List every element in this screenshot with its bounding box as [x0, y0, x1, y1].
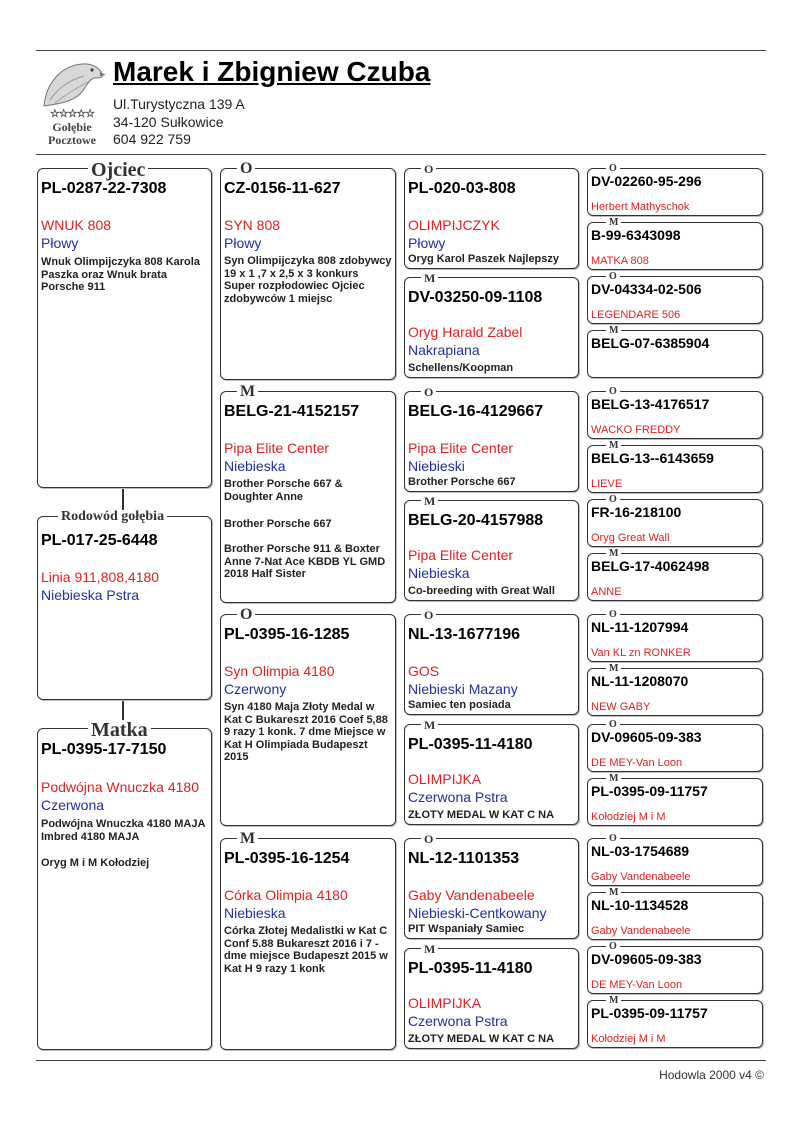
- ancestor-card[interactable]: [587, 217, 763, 270]
- top-rule: [36, 50, 766, 51]
- grandparent-card[interactable]: [220, 383, 396, 603]
- ancestor-name: Gaby Vandenabeele: [591, 871, 691, 883]
- sex-tag: O: [606, 942, 620, 952]
- sex-tag: M: [421, 272, 438, 284]
- sex-tag: O: [237, 607, 255, 623]
- grandparent-card[interactable]: [220, 160, 396, 380]
- ancestor-ring: NL-10-1134528: [591, 897, 689, 913]
- pigeon-logo: [36, 58, 108, 146]
- header-rule: [36, 154, 766, 155]
- ancestor-ring: DV-09605-09-383: [591, 729, 702, 745]
- great-grandparent-desc: Oryg Karol Paszek Najlepszy: [408, 253, 560, 265]
- grandparent-card[interactable]: [220, 606, 396, 826]
- sex-tag: O: [421, 386, 436, 398]
- ancestor-name: Gaby Vandenabeele: [591, 925, 691, 937]
- sex-tag: O: [606, 720, 620, 730]
- ancestor-name: ANNE: [591, 586, 622, 598]
- sex-tag: M: [421, 943, 438, 955]
- great-grandparent-desc: ZŁOTY MEDAL W KAT C NA: [408, 809, 555, 821]
- sex-tag: O: [606, 164, 620, 174]
- sex-tag: M: [237, 384, 258, 400]
- grandparent-ring: PL-0395-16-1254: [224, 850, 350, 867]
- great-grandparent-card[interactable]: [404, 718, 579, 825]
- ancestor-card[interactable]: [587, 271, 763, 324]
- sex-tag: O: [421, 833, 436, 845]
- great-grandparent-desc: Samiec ten posiada: [408, 699, 511, 711]
- ancestor-name: Herbert Mathyschok: [591, 201, 690, 213]
- sex-tag: O: [606, 387, 620, 397]
- great-grandparent-color: Czerwona Pstra: [408, 1013, 508, 1029]
- grandparent-desc: Syn Olimpijczyka 808 zdobywcy 19 x 1 ,7 x 2,5 x 3 konkurs Super rozpłodowiec Ojciec zdobywców 1 miejsc: [224, 255, 392, 305]
- address-line-2: 34-120 Sułkowice: [113, 114, 224, 130]
- mother-card[interactable]: [37, 719, 212, 1050]
- great-grandparent-color: Niebieski-Centkowany: [408, 905, 547, 921]
- father-color: Płowy: [41, 235, 79, 251]
- grandparent-desc-3: Brother Porsche 911 & Boxter Anne 7-Nat Ace KBDB YL GMD 2018 Half Sister: [224, 543, 386, 580]
- sex-tag: M: [606, 888, 621, 898]
- grandparent-desc-2: Brother Porsche 667: [224, 518, 332, 530]
- great-grandparent-ring: NL-12-1101353: [408, 850, 520, 867]
- great-grandparent-card[interactable]: [404, 942, 579, 1049]
- ancestor-ring: DV-04334-02-506: [591, 281, 702, 297]
- great-grandparent-ring: BELG-20-4157988: [408, 512, 544, 529]
- ancestor-name: Van KL zn RONKER: [591, 647, 691, 659]
- subject-color: Niebieska Pstra: [41, 587, 140, 603]
- great-grandparent-name: Gaby Vandenabeele: [408, 887, 535, 903]
- great-grandparent-color: Czerwona Pstra: [408, 789, 508, 805]
- grandparent-ring: PL-0395-16-1285: [224, 626, 350, 643]
- subject-name: Linia 911,808,4180: [41, 569, 160, 585]
- sex-tag: M: [421, 495, 438, 507]
- great-grandparent-card[interactable]: [404, 494, 579, 601]
- ancestor-card[interactable]: [587, 833, 763, 886]
- logo-text-1: Gołębie: [52, 120, 92, 134]
- ancestor-ring: BELG-17-4062498: [591, 558, 710, 574]
- great-grandparent-color: Niebieska: [408, 565, 470, 581]
- father-desc: Wnuk Olimpijczyka 808 Karola Paszka oraz Wnuk brata Porsche 911: [41, 256, 200, 293]
- ancestor-ring: PL-0395-09-11757: [591, 1005, 708, 1021]
- ancestor-card[interactable]: [587, 773, 763, 826]
- great-grandparent-name: Pipa Elite Center: [408, 547, 514, 563]
- grandparent-color: Niebieska: [224, 458, 286, 474]
- great-grandparent-desc: Brother Porsche 667: [408, 476, 516, 488]
- mother-name: Podwójna Wnuczka 4180: [41, 779, 199, 795]
- grandparent-color: Niebieska: [224, 905, 286, 921]
- ancestor-name: Kołodziej M i M: [591, 811, 666, 823]
- great-grandparent-color: Niebieski Mazany: [408, 681, 518, 697]
- pigeon-icon: [36, 58, 108, 110]
- ancestor-name: Oryg Great Wall: [591, 532, 670, 544]
- sex-tag: M: [606, 441, 621, 451]
- grandparent-desc: Syn 4180 Maja Złoty Medal w Kat C Bukareszt 2016 Coef 5,88 9 razy 1 konk. 7 dme Miejsce w Kat H Olimpiada Budapeszt 2015: [224, 701, 388, 763]
- sex-tag: O: [421, 609, 436, 621]
- sex-tag: M: [606, 326, 621, 336]
- ancestor-card[interactable]: [587, 887, 763, 940]
- great-grandparent-desc: Schellens/Koopman: [408, 362, 514, 374]
- sex-tag: O: [237, 161, 255, 177]
- great-grandparent-name: OLIMPIJKA: [408, 995, 482, 1011]
- sex-tag: O: [606, 495, 620, 505]
- great-grandparent-card[interactable]: [404, 162, 579, 269]
- subject-tag: Rodowód gołębia: [58, 510, 167, 524]
- sex-tag: M: [606, 549, 621, 559]
- great-grandparent-desc: ZŁOTY MEDAL W KAT C NA: [408, 1033, 555, 1045]
- mother-tag: Matka: [88, 720, 151, 740]
- great-grandparent-ring: DV-03250-09-1108: [408, 289, 543, 306]
- mother-desc-2: Oryg M i M Kołodziej: [41, 857, 150, 869]
- grandparent-desc: Brother Porsche 667 & Doughter Anne: [224, 478, 343, 503]
- father-ring: PL-0287-22-7308: [41, 180, 167, 197]
- ancestor-ring: NL-03-1754689: [591, 843, 690, 859]
- grandparent-card[interactable]: [220, 830, 396, 1050]
- ancestor-name: DE MEY-Van Loon: [591, 757, 683, 769]
- great-grandparent-ring: BELG-16-4129667: [408, 403, 544, 420]
- great-grandparent-name: GOS: [408, 663, 440, 679]
- address-line-1: Ul.Turystyczna 139 A: [113, 96, 245, 112]
- ancestor-ring: DV-09605-09-383: [591, 951, 702, 967]
- great-grandparent-color: Nakrapiana: [408, 342, 480, 358]
- grandparent-ring: BELG-21-4152157: [224, 403, 360, 420]
- great-grandparent-name: OLIMPIJCZYK: [408, 217, 500, 233]
- ancestor-name: LIEVE: [591, 478, 623, 490]
- grandparent-name: Syn Olimpia 4180: [224, 663, 335, 679]
- ancestor-ring: BELG-13-4176517: [591, 396, 710, 412]
- ancestor-card[interactable]: [587, 386, 763, 439]
- ancestor-ring: FR-16-218100: [591, 504, 682, 520]
- subject-card[interactable]: [37, 509, 212, 700]
- ancestor-card[interactable]: [587, 325, 763, 378]
- grandparent-desc: Córka Złotej Medalistki w Kat C Conf 5.88 Bukareszt 2016 i 7 -dme miejsce Budapeszt 2015 w Kat H 9 razy 1 konk: [224, 925, 388, 975]
- great-grandparent-card[interactable]: [404, 271, 579, 378]
- ancestor-name: WACKO FREDDY: [591, 424, 681, 436]
- subject-ring: PL-017-25-6448: [41, 532, 158, 549]
- ancestor-card[interactable]: [587, 494, 763, 547]
- great-grandparent-ring: NL-13-1677196: [408, 626, 521, 643]
- ancestor-name: MATKA 808: [591, 255, 649, 267]
- father-card[interactable]: [37, 159, 212, 488]
- ancestor-ring: PL-0395-09-11757: [591, 783, 708, 799]
- grandparent-color: Płowy: [224, 235, 262, 251]
- ancestor-name: NEW GABY: [591, 701, 651, 713]
- mother-desc: Podwójna Wnuczka 4180 MAJA Imbred 4180 MAJA: [41, 818, 206, 843]
- sex-tag: M: [421, 719, 438, 731]
- sex-tag: M: [606, 996, 621, 1006]
- mother-color: Czerwona: [41, 797, 105, 813]
- ancestor-card[interactable]: [587, 163, 763, 216]
- sex-tag: O: [606, 610, 620, 620]
- great-grandparent-name: Oryg Harald Zabel: [408, 324, 523, 340]
- sex-tag: O: [421, 163, 436, 175]
- great-grandparent-card[interactable]: [404, 385, 579, 492]
- great-grandparent-name: Pipa Elite Center: [408, 440, 514, 456]
- sex-tag: O: [606, 272, 620, 282]
- great-grandparent-ring: PL-020-03-808: [408, 180, 516, 197]
- logo-stars: ☆☆☆☆☆: [49, 108, 95, 120]
- logo-text-2: Pocztowe: [48, 133, 96, 147]
- ancestor-ring: BELG-07-6385904: [591, 335, 710, 351]
- ancestor-ring: DV-02260-95-296: [591, 173, 702, 189]
- great-grandparent-color: Płowy: [408, 235, 446, 251]
- sex-tag: O: [606, 834, 620, 844]
- ancestor-ring: B-99-6343098: [591, 227, 681, 243]
- father-tag: Ojciec: [88, 160, 148, 180]
- great-grandparent-desc: PIT Wspaniały Samiec: [408, 923, 525, 935]
- ancestor-name: DE MEY-Van Loon: [591, 979, 683, 991]
- great-grandparent-desc: Co-breeding with Great Wall: [408, 585, 555, 597]
- sex-tag: M: [606, 218, 621, 228]
- ancestor-card[interactable]: [587, 663, 763, 716]
- sex-tag: M: [606, 664, 621, 674]
- grandparent-name: SYN 808: [224, 217, 281, 233]
- breeder-name: Marek i Zbigniew Czuba: [113, 56, 431, 87]
- mother-ring: PL-0395-17-7150: [41, 741, 167, 758]
- father-name: WNUK 808: [41, 217, 112, 233]
- great-grandparent-color: Niebieski: [408, 458, 465, 474]
- great-grandparent-ring: PL-0395-11-4180: [408, 736, 533, 753]
- ancestor-card[interactable]: [587, 609, 763, 662]
- bottom-rule: [36, 1060, 766, 1061]
- ancestor-card[interactable]: [587, 440, 763, 493]
- ancestor-card[interactable]: [587, 719, 763, 772]
- great-grandparent-name: OLIMPIJKA: [408, 771, 482, 787]
- ancestor-card[interactable]: [587, 941, 763, 994]
- grandparent-name: Córka Olimpia 4180: [224, 887, 348, 903]
- grandparent-ring: CZ-0156-11-627: [224, 180, 341, 197]
- ancestor-ring: BELG-13--6143659: [591, 450, 714, 466]
- ancestor-card[interactable]: [587, 995, 763, 1048]
- sex-tag: M: [606, 774, 621, 784]
- ancestor-card[interactable]: [587, 548, 763, 601]
- ancestor-ring: NL-11-1208070: [591, 673, 689, 689]
- phone: 604 922 759: [113, 131, 191, 147]
- grandparent-name: Pipa Elite Center: [224, 440, 330, 456]
- footer-credit: Hodowla 2000 v4 ©: [659, 1068, 764, 1082]
- sex-tag: M: [237, 831, 258, 847]
- grandparent-color: Czerwony: [224, 681, 287, 697]
- ancestor-name: LEGENDARE 506: [591, 309, 681, 321]
- great-grandparent-card[interactable]: [404, 832, 579, 939]
- great-grandparent-card[interactable]: [404, 608, 579, 715]
- great-grandparent-ring: PL-0395-11-4180: [408, 960, 533, 977]
- ancestor-ring: NL-11-1207994: [591, 619, 689, 635]
- ancestor-name: Kołodziej M i M: [591, 1033, 666, 1045]
